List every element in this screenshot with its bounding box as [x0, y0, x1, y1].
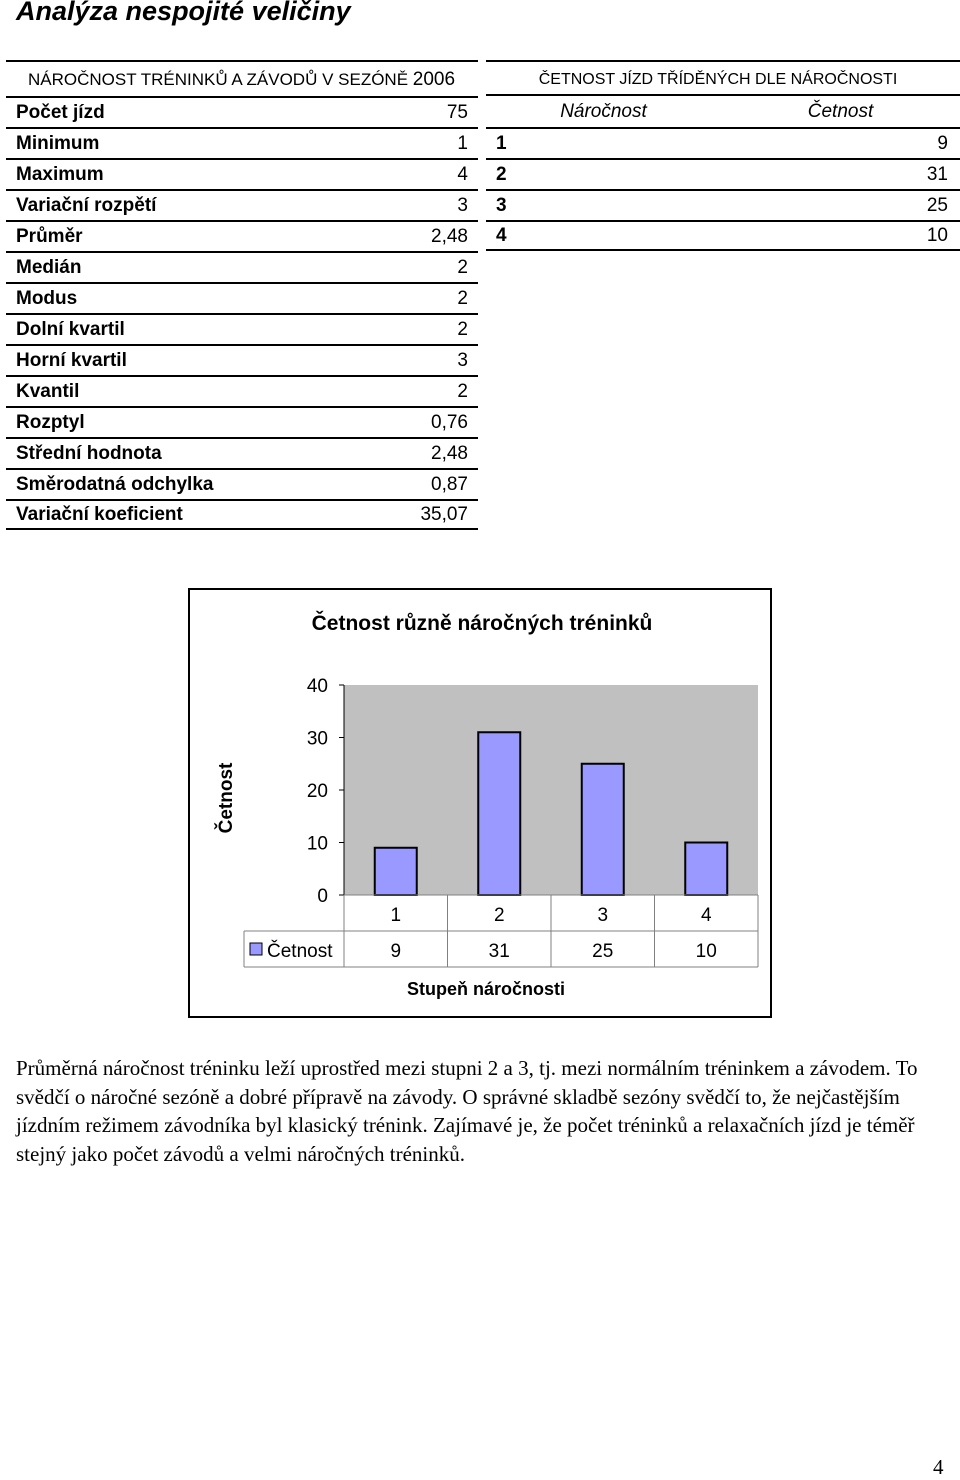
frequency-row-level: 1: [496, 132, 507, 154]
x-axis-title: Stupeň náročnosti: [406, 979, 566, 999]
stats-row-label: Maximum: [16, 163, 104, 185]
stats-row-label: Rozptyl: [16, 411, 85, 433]
frequency-row-level: 2: [496, 163, 507, 185]
stats-row: [6, 251, 478, 282]
stats-row-value: 3: [457, 349, 468, 371]
y-tick-label: 10: [306, 833, 328, 855]
stats-row-value: 2: [457, 287, 468, 309]
stats-row-label: Směrodatná odchylka: [16, 473, 214, 495]
stats-row: [6, 127, 478, 158]
legend-label: Četnost: [267, 941, 333, 962]
stats-row: [6, 468, 478, 499]
stats-row-label: Modus: [16, 287, 78, 309]
data-value-label: 9: [390, 941, 402, 962]
y-axis-title: Četnost: [216, 762, 237, 834]
frequency-row: [486, 127, 960, 158]
frequency-row: [486, 158, 960, 189]
y-tick-label: 30: [306, 728, 328, 750]
stats-table-header-text: NÁROČNOST TRÉNINKŮ A ZÁVODŮ V SEZÓNĚ: [28, 70, 409, 89]
stats-row-value: 2,48: [431, 225, 468, 247]
stats-row-value: 2: [457, 318, 468, 340]
stats-row: [6, 344, 478, 375]
stats-row-label: Variační rozpětí: [16, 194, 157, 216]
stats-row-value: 1: [457, 132, 468, 154]
stats-row-label: Minimum: [16, 132, 100, 154]
stats-row-value: 2,48: [431, 442, 468, 464]
summary-paragraph: Průměrná náročnost tréninku leží uprostřed mezi stupni 2 a 3, tj. mezi normálním tréninkem a závodem. To svědčí o náročné sezóně a dobré přípravě na závody. O správné skladbě sezóny svědčí to, že nejčastějším jízdním režimem závodníka byl klasický trénink. Zajímavé je, že počet tréninků a relaxačních jízd je téměř stejný jako počet závodů a velmi náročných tréninků.: [16, 1056, 918, 1166]
stats-row: [6, 406, 478, 437]
stats-row-value: 75: [446, 101, 468, 123]
chart-frame: [188, 588, 772, 1018]
y-tick-label: 0: [317, 886, 328, 907]
stats-row: [6, 282, 478, 313]
stats-row: [6, 313, 478, 344]
column-header-level: Náročnost: [560, 100, 647, 122]
stats-row-value: 2: [457, 256, 468, 278]
frequency-row-count: 10: [926, 224, 948, 246]
bar: [582, 764, 624, 895]
data-value-label: 25: [592, 941, 614, 962]
stats-row: [6, 499, 478, 530]
frequency-row-count: 25: [926, 194, 948, 216]
bar: [478, 732, 520, 895]
stats-row: [6, 437, 478, 468]
frequency-row-level: 3: [496, 194, 507, 216]
frequency-row-level: 4: [496, 224, 507, 246]
bar-chart: [190, 590, 774, 1020]
frequency-row: [486, 220, 960, 251]
column-header-count: Četnost: [807, 100, 874, 122]
stats-row-label: Dolní kvartil: [16, 318, 125, 340]
stats-row: [6, 189, 478, 220]
stats-row-value: 0,87: [431, 473, 468, 495]
frequency-table-title: ČETNOST JÍZD TŘÍDĚNÝCH DLE NÁROČNOSTI: [486, 60, 960, 94]
frequency-row: [486, 189, 960, 220]
bar: [375, 848, 417, 895]
y-tick-label: 40: [306, 676, 328, 697]
stats-row-value: 35,07: [420, 503, 468, 525]
page-number: 4: [933, 1455, 944, 1479]
stats-row-label: Medián: [16, 256, 82, 278]
bar: [685, 843, 727, 896]
x-category-label: 2: [493, 905, 505, 926]
legend-swatch: [250, 943, 262, 955]
y-tick-label: 20: [306, 781, 328, 802]
frequency-row-count: 31: [926, 163, 948, 185]
data-value-label: 10: [695, 941, 717, 962]
data-value-label: 31: [488, 941, 510, 962]
stats-row-value: 2: [457, 380, 468, 402]
stats-row: [6, 158, 478, 189]
stats-row-label: Variační koeficient: [16, 503, 183, 525]
stats-row-label: Střední hodnota: [16, 442, 162, 464]
stats-row-value: 0,76: [431, 411, 468, 433]
stats-row-value: 4: [457, 163, 468, 185]
stats-table-header: [6, 60, 478, 96]
stats-row: [6, 96, 478, 127]
stats-table: [6, 60, 478, 530]
x-category-label: 4: [700, 905, 712, 926]
stats-row: [6, 375, 478, 406]
stats-row-label: Průměr: [16, 225, 83, 247]
stats-row-label: Kvantil: [16, 380, 80, 402]
x-category-label: 3: [597, 905, 609, 926]
stats-table-header-year: 2006: [412, 69, 456, 90]
stats-row-value: 3: [457, 194, 468, 216]
stats-row-label: Horní kvartil: [16, 349, 127, 371]
frequency-table-column-headers: [486, 94, 960, 127]
chart-title: Četnost různě náročných tréninků: [311, 612, 653, 635]
x-category-label: 1: [390, 905, 402, 926]
frequency-row-count: 9: [937, 132, 948, 154]
stats-row-label: Počet jízd: [16, 101, 105, 123]
page-title: Analýza nespojité veličiny: [16, 0, 351, 26]
stats-row: [6, 220, 478, 251]
frequency-table: [486, 60, 960, 251]
